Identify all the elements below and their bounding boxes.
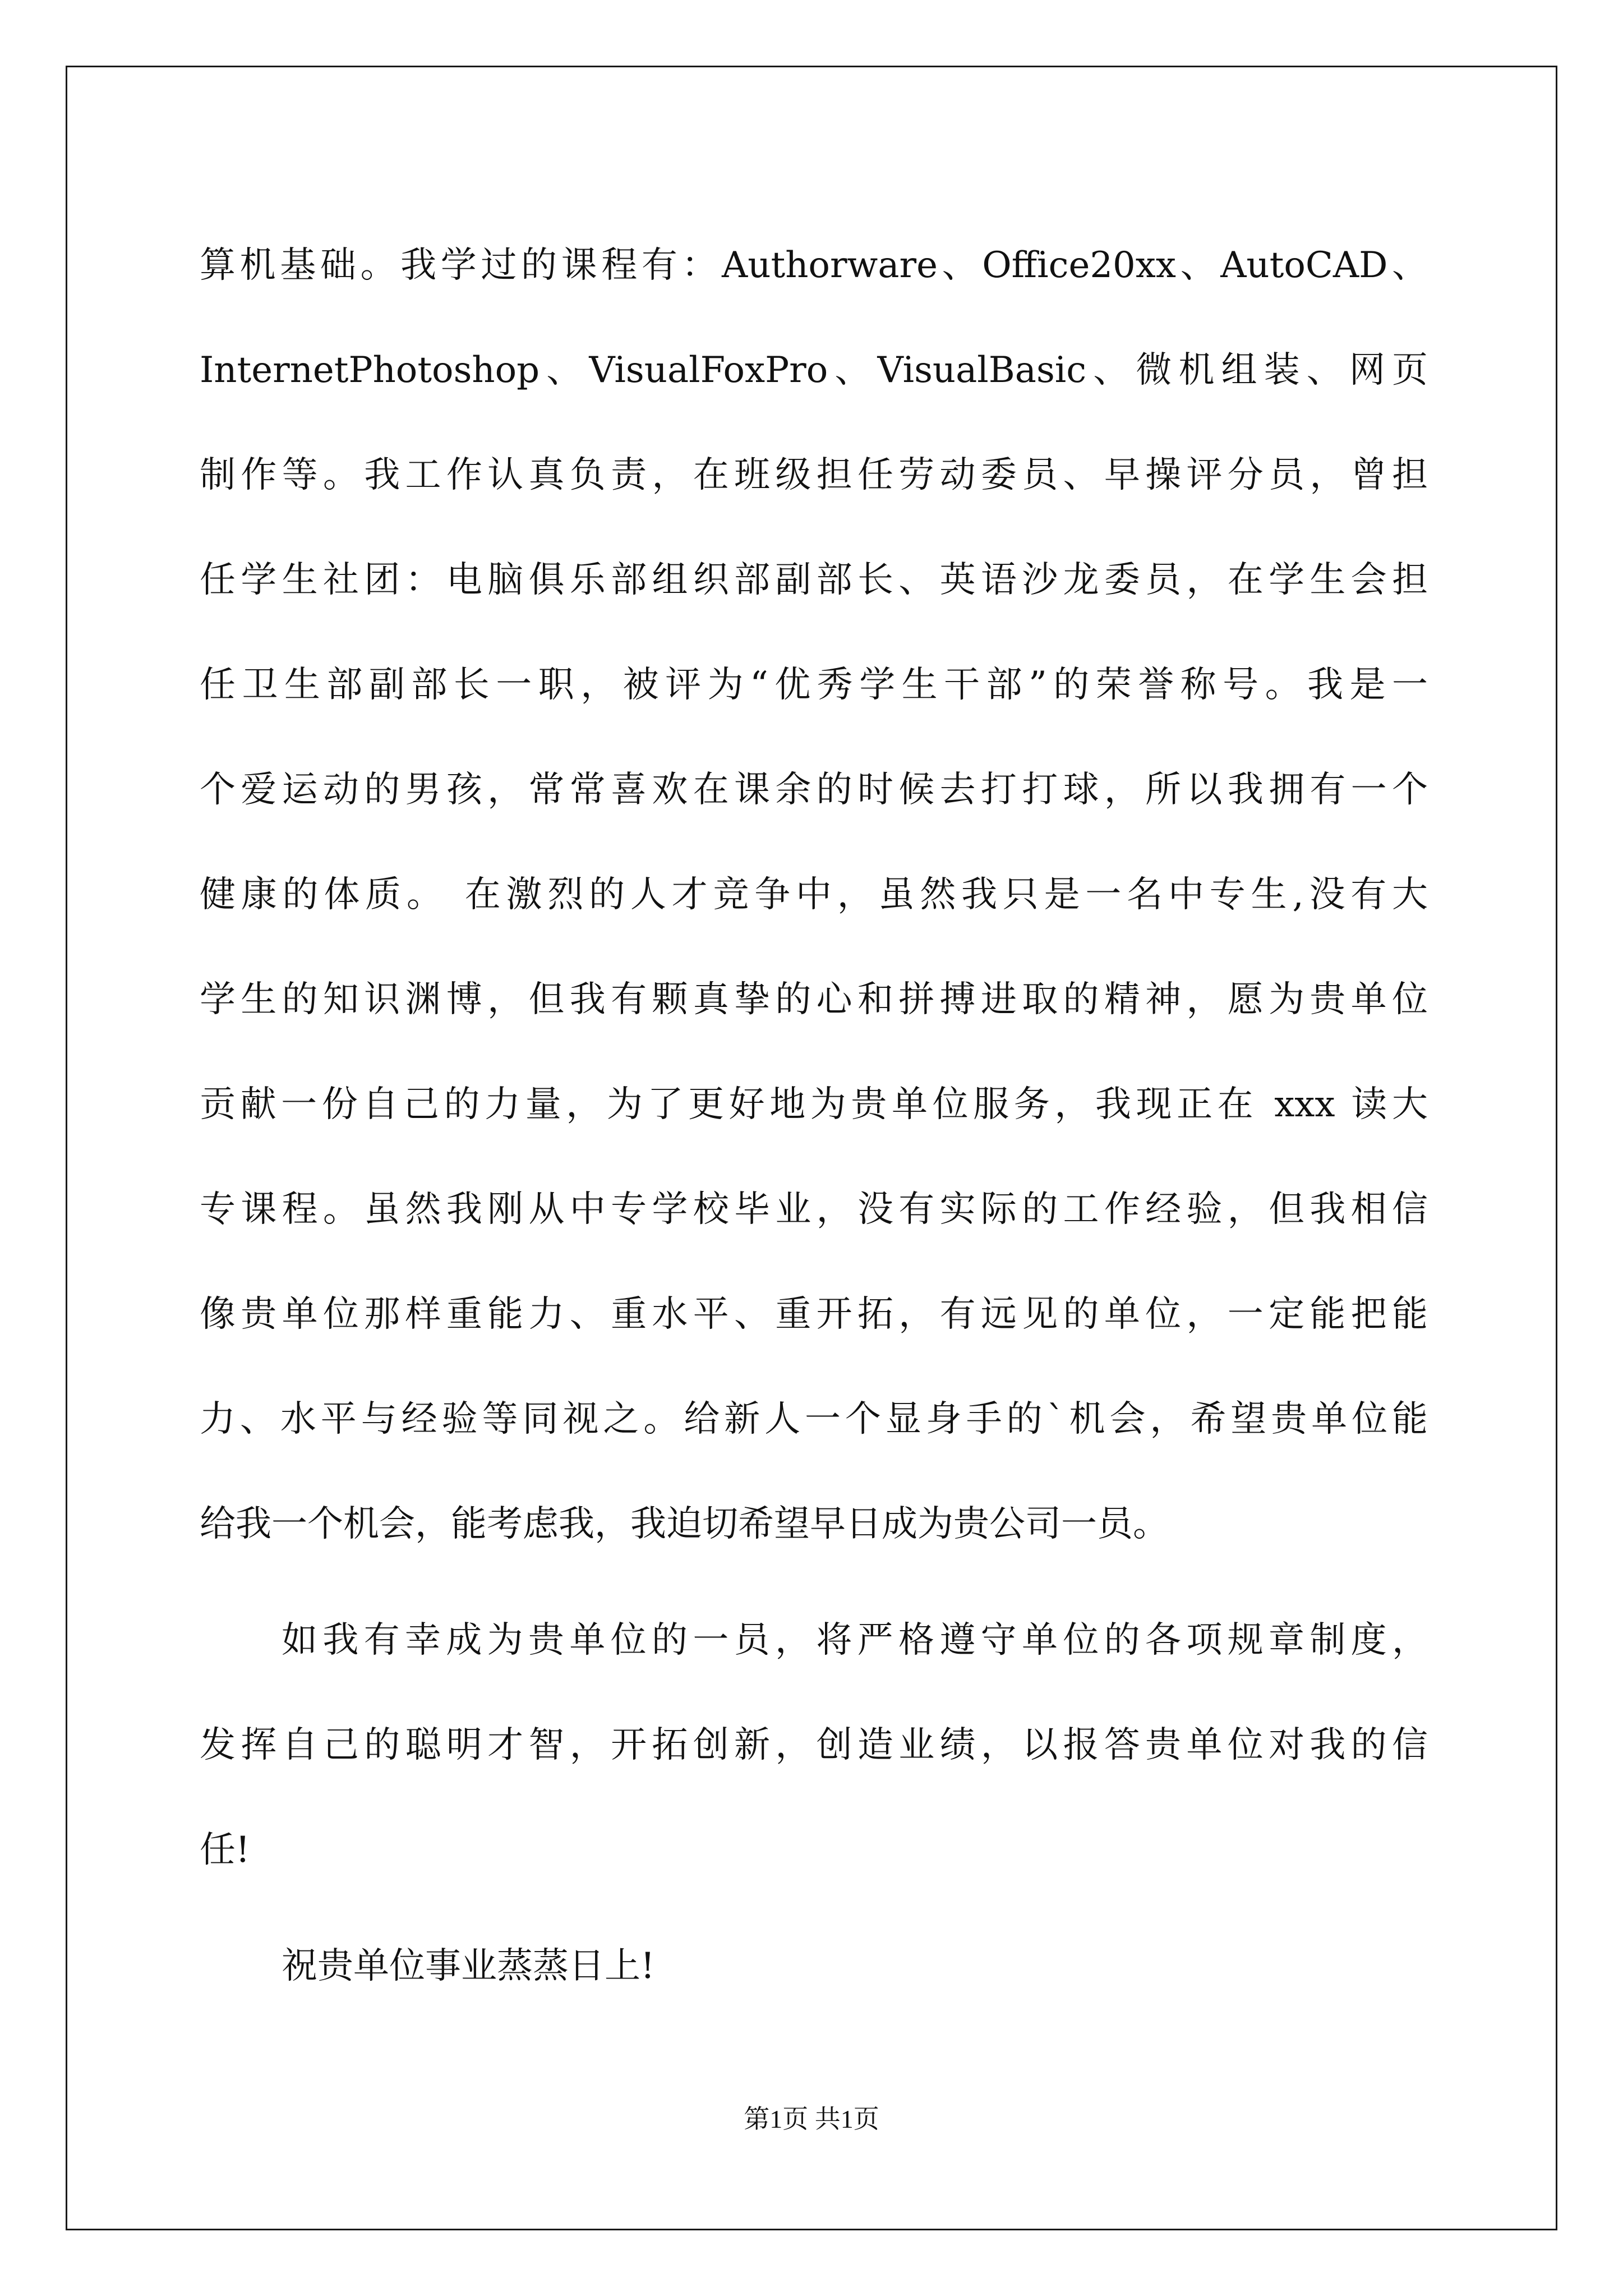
text-line: 像贵单位那样重能力、重水平、重开拓，有远见的单位，一定能把能: [200, 1294, 1428, 1335]
paragraph-gap: [200, 1577, 1428, 1588]
text-line: 任!: [200, 1829, 250, 1871]
text-line: 个爱运动的男孩，常常喜欢在课余的时候去打打球，所以我拥有一个: [200, 769, 1428, 811]
text-line: 任学生社团：电脑俱乐部组织部副部长、英语沙龙委员，在学生会担: [200, 559, 1428, 601]
text-line: 给我一个机会，能考虑我，我迫切希望早日成为贵公司一员。: [200, 1503, 1169, 1545]
text-line: 任卫生部副部长一职，被评为“优秀学生干部”的荣誉称号。我是一: [200, 664, 1428, 706]
text-line: 算机基础。我学过的课程有：Authorware、Office20xx、AutoCAD、: [200, 245, 1428, 286]
paragraph-gap: [200, 1903, 1428, 1914]
text-line: 专课程。虽然我刚从中专学校毕业，没有实际的工作经验，但我相信: [200, 1189, 1428, 1230]
closing-line: 祝贵单位事业蒸蒸日上!: [282, 1945, 655, 1987]
text-line: 贡献一份自己的力量，为了更好地为贵单位服务，我现正在 xxx 读大: [200, 1084, 1428, 1125]
text-line: 发挥自己的聪明才智，开拓创新，创造业绩，以报答贵单位对我的信: [200, 1724, 1428, 1766]
text-line: 健康的体质。 在激烈的人才竞争中，虽然我只是一名中专生,没有大: [200, 874, 1428, 915]
text-line: InternetPhotoshop、VisualFoxPro、VisualBasic、微机组装、网页: [200, 349, 1428, 391]
document-body: [200, 213, 1428, 2019]
page-footer: 第1页 共1页: [744, 2105, 879, 2133]
text-line: 如我有幸成为贵单位的一员，将严格遵守单位的各项规章制度，: [282, 1619, 1428, 1661]
text-line: 学生的知识渊博，但我有颗真挚的心和拼搏进取的精神，愿为贵单位: [200, 979, 1428, 1020]
text-line: 力、水平与经验等同视之。给新人一个显身手的`机会，希望贵单位能: [200, 1398, 1428, 1440]
text-line: 制作等。我工作认真负责，在班级担任劳动委员、早操评分员，曾担: [200, 454, 1428, 496]
